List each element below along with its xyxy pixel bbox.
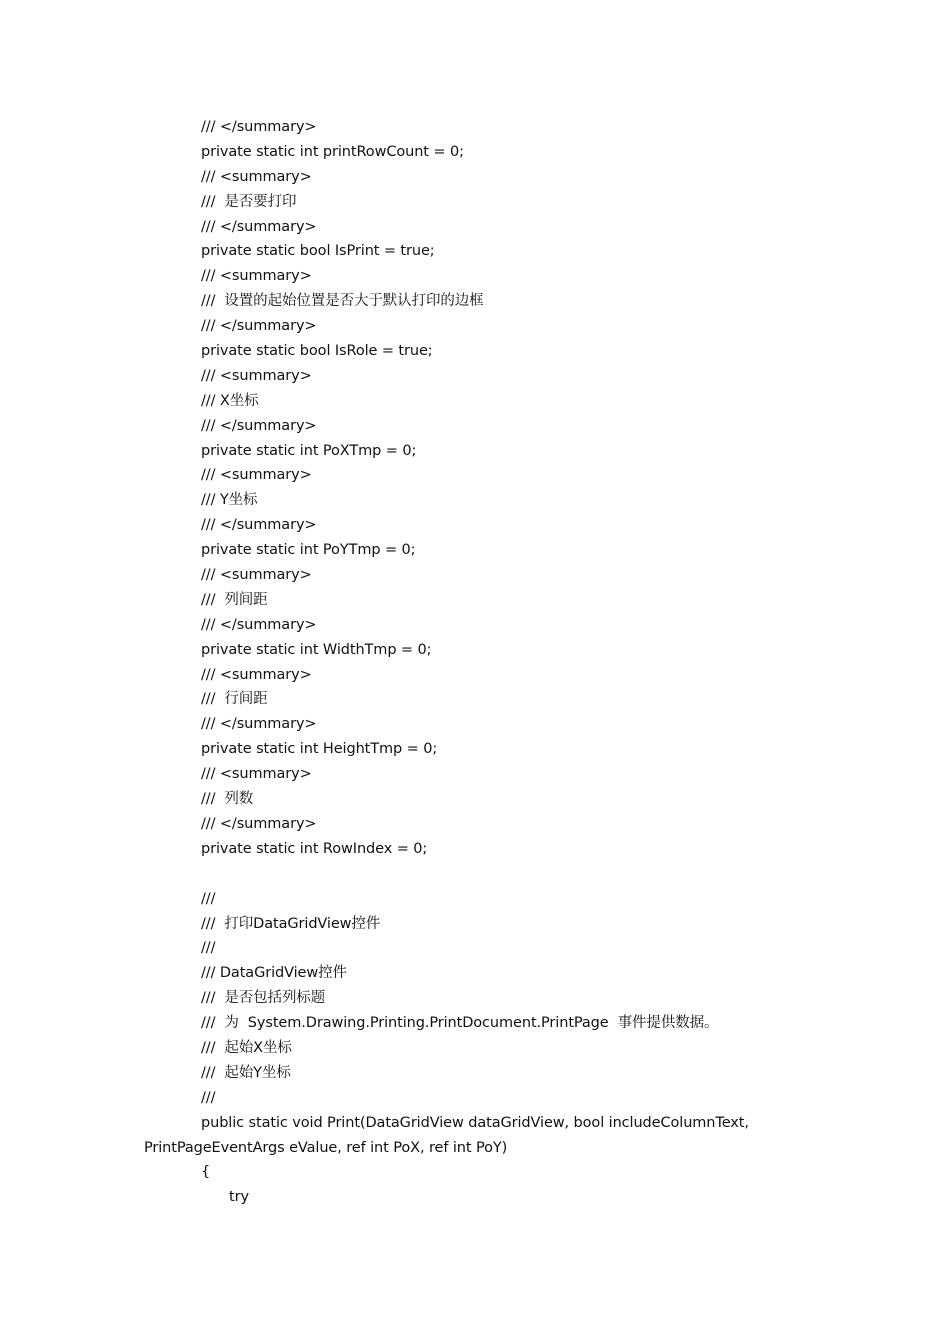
code-line: /// <summary> (201, 168, 312, 185)
code-line: PrintPageEventArgs eValue, ref int PoX, ref int PoY) (144, 1139, 508, 1156)
code-line: /// </summary> (201, 815, 317, 832)
code-line: /// 起始X坐标 (201, 1039, 292, 1056)
code-line: /// <summary> (201, 467, 312, 484)
code-line: try (229, 1189, 249, 1206)
code-line: /// 为 System.Drawing.Printing.PrintDocument.PrintPage 事件提供数据。 (201, 1015, 719, 1032)
code-line: /// </summary> (201, 218, 317, 235)
code-line: /// 行间距 (201, 691, 268, 708)
code-line: /// <summary> (201, 367, 312, 384)
code-line: /// 起始Y坐标 (201, 1064, 291, 1081)
code-line: private static int PoXTmp = 0; (201, 442, 417, 459)
code-line: /// 是否包括列标题 (201, 990, 326, 1007)
code-line: /// Y坐标 (201, 492, 258, 509)
code-block (144, 115, 904, 1210)
code-line: /// <summary> (201, 567, 312, 584)
code-line: private static int WidthTmp = 0; (201, 641, 432, 658)
code-line: private static bool IsRole = true; (201, 343, 433, 360)
code-line: /// </summary> (201, 517, 317, 534)
code-line: public static void Print(DataGridView dataGridView, bool includeColumnText, (201, 1114, 749, 1131)
code-line: /// <summary> (201, 766, 312, 783)
code-line: private static int RowIndex = 0; (201, 840, 428, 857)
code-line: { (201, 1164, 211, 1181)
code-line: private static bool IsPrint = true; (201, 243, 435, 260)
code-line: /// (201, 1089, 216, 1106)
code-line: /// </summary> (201, 119, 317, 135)
code-line: /// DataGridView控件 (201, 965, 347, 982)
code-line: /// 列数 (201, 791, 254, 808)
code-line: /// 列间距 (201, 591, 268, 608)
code-line: /// </summary> (201, 318, 317, 335)
code-line: /// X坐标 (201, 392, 259, 409)
code-line: private static int PoYTmp = 0; (201, 542, 416, 559)
blank-line (144, 862, 904, 887)
code-line: /// </summary> (201, 616, 317, 633)
code-line: /// 是否要打印 (201, 193, 297, 210)
code-line: private static int HeightTmp = 0; (201, 741, 438, 758)
code-line: private static int printRowCount = 0; (201, 143, 464, 160)
code-line: /// <summary> (201, 666, 312, 683)
code-line: /// </summary> (201, 417, 317, 434)
code-line: /// </summary> (201, 716, 317, 733)
code-line: /// (201, 890, 216, 907)
code-line: /// 打印DataGridView控件 (201, 915, 381, 932)
code-line: /// <summary> (201, 268, 312, 285)
code-line: /// (201, 940, 216, 957)
code-line: /// 设置的起始位置是否大于默认打印的边框 (201, 293, 484, 310)
